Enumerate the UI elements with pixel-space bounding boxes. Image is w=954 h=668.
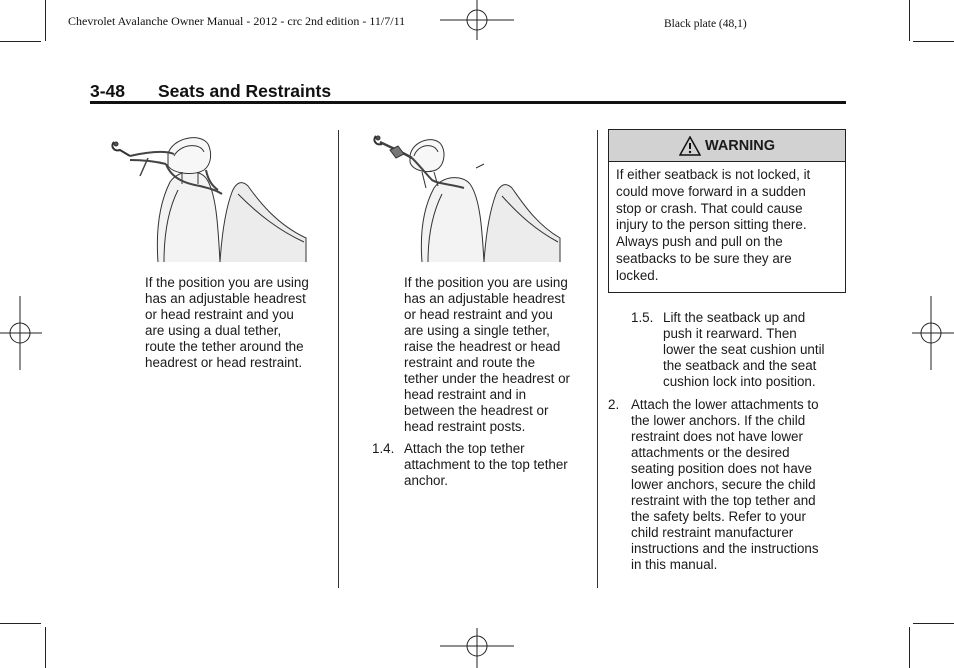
text-line: has an adjustable headrest — [404, 291, 565, 306]
section-title: Seats and Restraints — [158, 81, 332, 101]
registration-mark-right — [912, 296, 954, 370]
crop-mark — [913, 41, 954, 42]
step-2 — [608, 397, 844, 577]
crop-mark — [909, 627, 910, 668]
text-line: stop or crash. That could cause — [616, 200, 803, 216]
text-line: tether under the headrest or — [404, 371, 571, 386]
warning-triangle-icon — [679, 136, 701, 156]
dual-tether-headrest-illustration — [108, 134, 308, 262]
crop-mark — [0, 623, 41, 624]
manual-title: Chevrolet Avalanche Owner Manual - 2012 - crc 2nd edition - 11/7/11 — [68, 14, 406, 28]
column-divider — [338, 130, 339, 588]
text-line: Attach the top tether — [404, 441, 525, 456]
section-rule — [90, 101, 846, 104]
text-line: could move forward in a sudden — [616, 183, 806, 199]
text-line: the seatback and the seat — [663, 358, 817, 373]
crop-mark — [45, 627, 46, 668]
step-1-5 — [631, 310, 851, 392]
text-line: seating position does not have — [631, 461, 812, 476]
text-line: seatbacks to be sure they are — [616, 250, 792, 266]
registration-mark-top — [440, 0, 514, 40]
text-line: Attach the lower attachments to — [631, 397, 819, 412]
warning-title: WARNING — [704, 137, 776, 154]
text-line: attachments or the desired — [631, 445, 790, 460]
text-line: push it rearward. Then — [663, 326, 797, 341]
text-line: between the headrest or — [404, 403, 549, 418]
text-line: anchor. — [404, 473, 448, 488]
col1-paragraph — [145, 275, 335, 371]
text-line: restraint with the top tether and — [631, 493, 816, 508]
warning-box — [608, 129, 846, 293]
text-line: Lift the seatback up and — [663, 310, 806, 325]
crop-mark — [0, 41, 41, 42]
text-line: instructions and the instructions — [631, 541, 819, 556]
text-line: restraint and route the — [404, 355, 536, 370]
column-divider — [597, 130, 598, 588]
text-line: route the tether around the — [145, 339, 304, 354]
plate-label: Black plate (48,1) — [664, 18, 747, 30]
warning-text — [609, 162, 845, 285]
text-line: lower anchors, secure the child — [631, 477, 816, 492]
step-number: 2. — [608, 397, 620, 412]
registration-mark-bottom — [440, 628, 514, 668]
step-1-4 — [372, 441, 594, 491]
crop-mark — [913, 623, 954, 624]
single-tether-headrest-illustration — [372, 132, 562, 262]
text-line: head restraint posts. — [404, 419, 526, 434]
text-line: cushion lock into position. — [663, 374, 816, 389]
text-line: raise the headrest or head — [404, 339, 561, 354]
text-line: If the position you are using — [404, 275, 568, 290]
text-line: has an adjustable headrest — [145, 291, 306, 306]
text-line: attachment to the top tether — [404, 457, 568, 472]
step-number: 1.4. — [372, 441, 395, 456]
text-line: lower the seat cushion until — [663, 342, 825, 357]
text-line: injury to the person sitting there. — [616, 217, 807, 233]
text-line: are using a single tether, — [404, 323, 550, 338]
crop-mark — [45, 0, 46, 41]
text-line: locked. — [616, 267, 659, 283]
text-line: headrest or head restraint. — [145, 355, 303, 370]
crop-mark — [909, 0, 910, 41]
text-line: or head restraint and you — [404, 307, 553, 322]
registration-mark-left — [0, 296, 42, 370]
text-line: are using a dual tether, — [145, 323, 282, 338]
text-line: the lower anchors. If the child — [631, 413, 806, 428]
text-line: If the position you are using — [145, 275, 309, 290]
text-line: or head restraint and you — [145, 307, 294, 322]
page-number: 3-48 — [90, 81, 126, 101]
step-text — [631, 397, 819, 573]
col2-paragraph — [404, 275, 594, 435]
text-line: restraint does not have lower — [631, 429, 803, 444]
step-text — [663, 310, 825, 390]
text-line: Always push and pull on the — [616, 234, 783, 250]
text-line: in this manual. — [631, 557, 718, 572]
text-line: child restraint manufacturer — [631, 525, 794, 540]
text-line: head restraint and in — [404, 387, 527, 402]
text-line: If either seatback is not locked, it — [616, 167, 811, 182]
text-line: the safety belts. Refer to your — [631, 509, 806, 524]
warning-header — [609, 130, 845, 162]
step-text — [404, 441, 568, 489]
step-number: 1.5. — [631, 310, 654, 325]
